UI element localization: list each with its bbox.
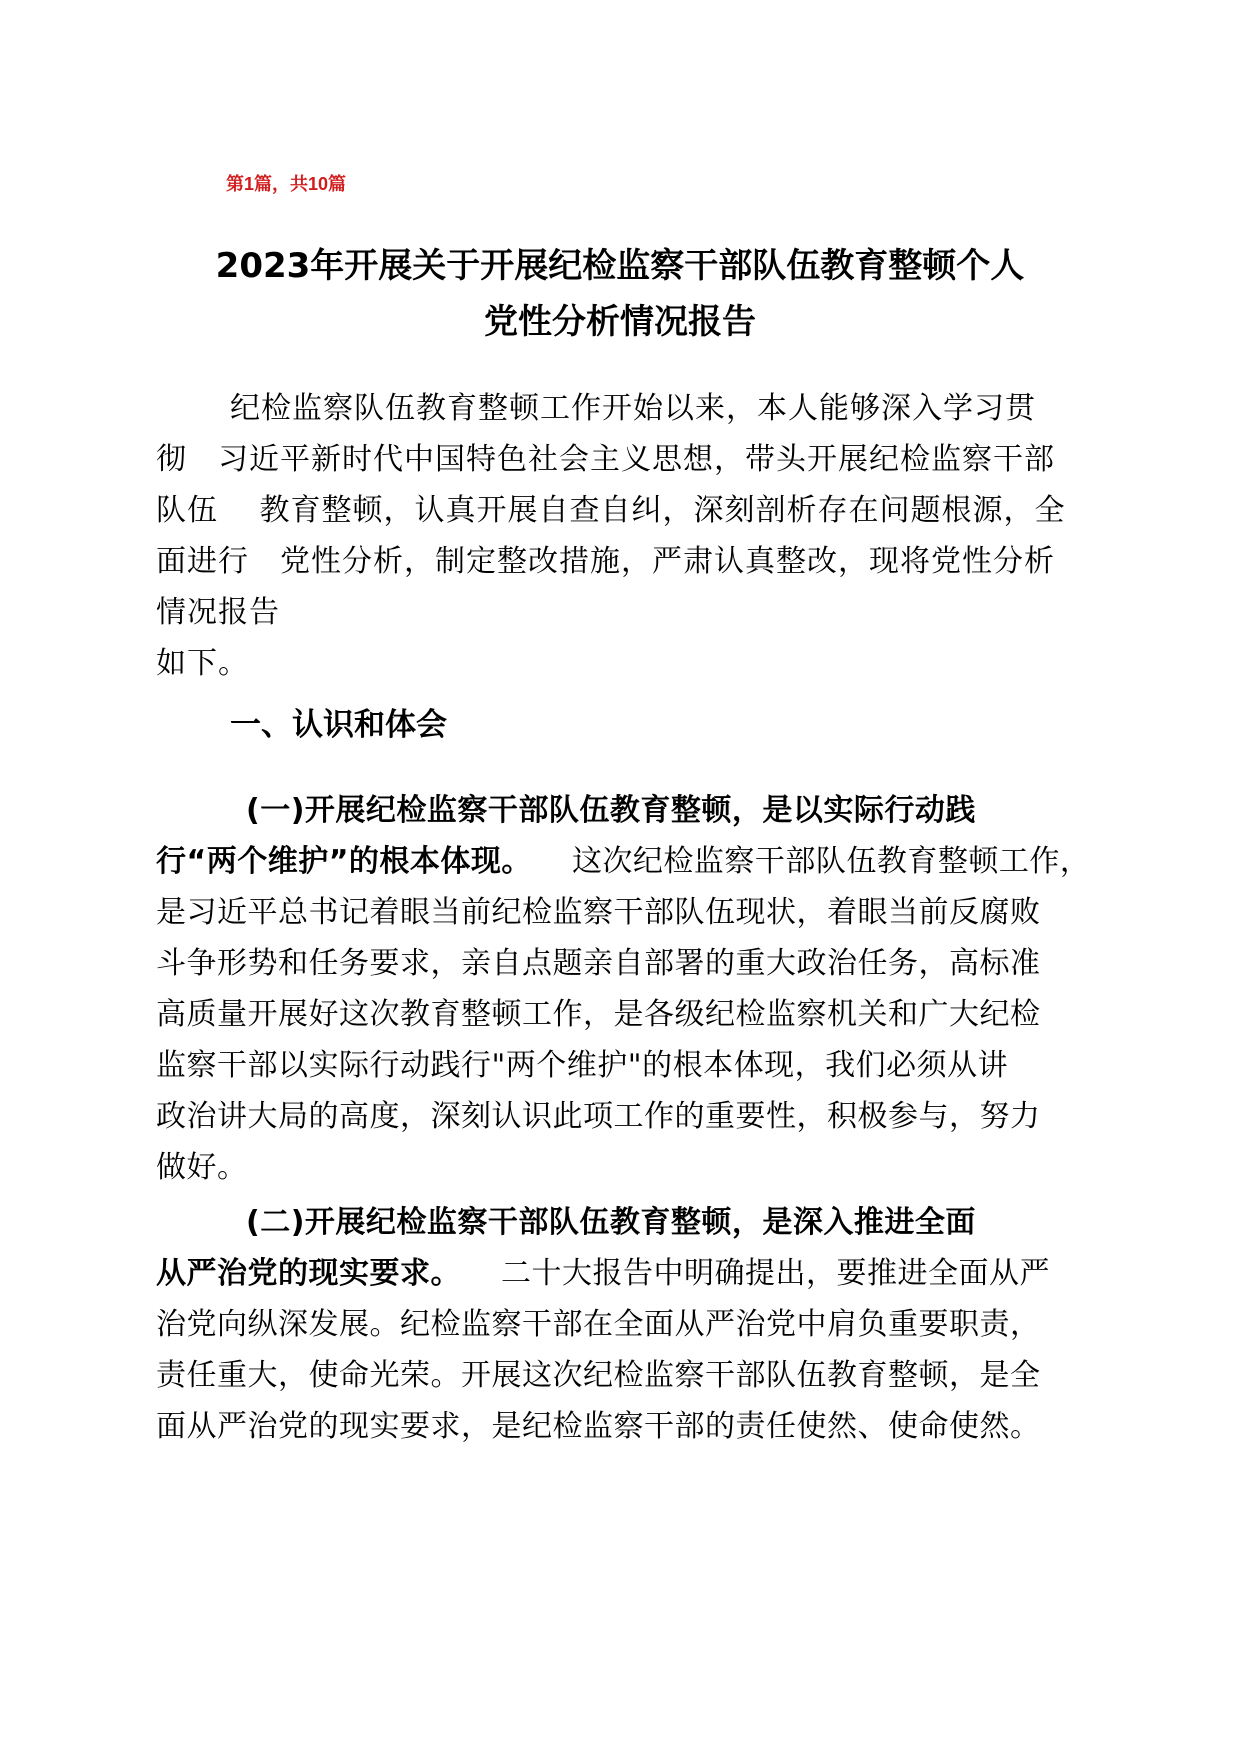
subsection-body-line: 政治讲大局的高度，深刻认识此项工作的重要性，积极参与，努力 bbox=[156, 1099, 1041, 1134]
document-counter: 第1篇，共10篇 bbox=[226, 174, 347, 194]
subsection-body-line: 监察干部以实际行动践行"两个维护"的根本体现，我们必须从讲 bbox=[156, 1048, 1009, 1083]
intro-line: 如下。 bbox=[156, 646, 249, 681]
subsection-body-line: 是习近平总书记着眼当前纪检监察干部队伍现状，着眼当前反腐败 bbox=[156, 895, 1041, 930]
subsection-heading-tail: 从严治党的现实要求。 bbox=[156, 1256, 461, 1291]
subsection-body-line: 做好。 bbox=[156, 1150, 248, 1185]
subsection-body-start: 二十大报告中明确提出，要推进全面从严 bbox=[501, 1256, 1050, 1291]
section-heading: 一、认识和体会 bbox=[230, 707, 447, 743]
intro-paragraph bbox=[156, 383, 1086, 689]
subsection-body-line: 治党向纵深发展。纪检监察干部在全面从严治党中肩负重要职责， bbox=[156, 1307, 1041, 1342]
subsection-heading-line: (一)开展纪检监察干部队伍教育整顿，是以实际行动践 bbox=[246, 793, 976, 828]
intro-line: 纪检监察队伍教育整顿工作开始以来，本人能够深入学习贯 bbox=[230, 391, 1036, 426]
subsection-body-line: 斗争形势和任务要求，亲自点题亲自部署的重大政治任务，高标准 bbox=[156, 946, 1041, 981]
subsection-paragraph-2 bbox=[156, 1197, 1086, 1452]
subsection-heading-line: (二)开展纪检监察干部队伍教育整顿，是深入推进全面 bbox=[246, 1205, 976, 1240]
intro-line: 情况报告 bbox=[156, 595, 280, 630]
subsection-paragraph-1 bbox=[156, 785, 1091, 1193]
subsection-body-line: 高质量开展好这次教育整顿工作，是各级纪检监察机关和广大纪检 bbox=[156, 997, 1041, 1032]
subsection-body-line: 面从严治党的现实要求，是纪检监察干部的责任使然、使命使然。 bbox=[156, 1409, 1041, 1444]
intro-line: 彻 习近平新时代中国特色社会主义思想，带头开展纪检监察干部 bbox=[156, 442, 1055, 477]
subsection-mixed-line bbox=[156, 1248, 1086, 1299]
subsection-heading-tail: 行“两个维护”的根本体现。 bbox=[156, 844, 532, 879]
intro-line: 队伍 教育整顿，认真开展自查自纠，深刻剖析存在问题根源，全 bbox=[156, 493, 1066, 528]
document-title-line-1: 2023年开展关于开展纪检监察干部队伍教育整顿个人 bbox=[215, 246, 1025, 286]
intro-line: 面进行 党性分析，制定整改措施，严肃认真整改，现将党性分析 bbox=[156, 544, 1055, 579]
subsection-body-start: 这次纪检监察干部队伍教育整顿工作， bbox=[571, 844, 1091, 879]
subsection-body-line: 责任重大，使命光荣。开展这次纪检监察干部队伍教育整顿，是全 bbox=[156, 1358, 1041, 1393]
subsection-mixed-line bbox=[156, 836, 1091, 887]
document-title-line-2: 党性分析情况报告 bbox=[484, 302, 756, 342]
